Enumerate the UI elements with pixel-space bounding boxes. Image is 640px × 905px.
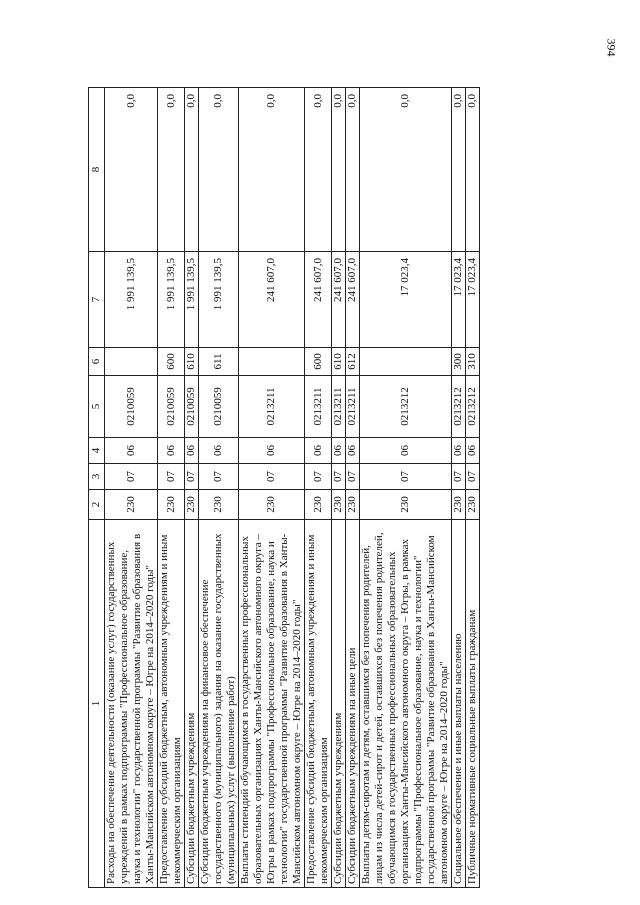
table-row [199,88,239,888]
budget-table [88,87,480,888]
expense-name-cell: Публичные нормативные социальные выплаты гражданам [466,520,480,888]
table-row [360,88,452,888]
section-code-cell: 07 [346,464,360,490]
amount-cell: 241 607,0 [346,252,360,348]
table-row [185,88,199,888]
target-item-cell: 0213212 [466,376,480,438]
admin-code-cell: 230 [105,490,158,520]
table-row [346,88,360,888]
target-item-cell: 0210059 [158,376,185,438]
expense-name-cell: Субсидии бюджетным учреждениям на финансовое обеспечение государственного (муниципального) задания на оказание государственных (муниципальных) услуг (выполнение работ) [199,520,239,888]
target-item-cell: 0213211 [346,376,360,438]
table-row [239,88,305,888]
header-cell: 5 [89,376,105,438]
expense-name-cell: Субсидии бюджетным учреждениям [185,520,199,888]
admin-code-cell: 230 [185,490,199,520]
header-cell: 7 [89,252,105,348]
section-code-cell: 07 [332,464,346,490]
amount-2-cell: 0,0 [185,88,199,252]
expense-name-cell: Расходы на обеспечение деятельности (оказание услуг) государственных учреждений в рамках подпрограммы "Профессиональное образование, наука и технологии" государственной программы "Развитие образования в Ханты-Мансийском автономном округе – Югре на 2014–2020 годы" [105,520,158,888]
expense-type-cell: 612 [346,348,360,376]
expense-type-cell [360,348,452,376]
admin-code-cell: 230 [346,490,360,520]
expense-name-cell: Субсидии бюджетным учреждениям на иные цели [346,520,360,888]
admin-code-cell: 230 [452,490,466,520]
target-item-cell: 0210059 [185,376,199,438]
header-cell: 6 [89,348,105,376]
amount-2-cell: 0,0 [452,88,466,252]
amount-2-cell: 0,0 [158,88,185,252]
amount-cell: 17 023,4 [360,252,452,348]
section-code-cell: 07 [452,464,466,490]
expense-name-cell: Выплаты детям-сиротам и детям, оставшимся без попечения родителей, лицам из числа детей-сирот и детей, оставшихся без попечения родителей, обучающимся в государственных профессиональных образовательных организациях Ханты-Мансийского автономного округа – Югры, в рамках подпрограммы "Профессиональное образование, наука и технологии" государственной программы "Развитие образования в Ханты-Мансийском автономном округе – Югре на 2014–2020 годы" [360,520,452,888]
amount-cell: 241 607,0 [332,252,346,348]
expense-type-cell [105,348,158,376]
amount-cell: 241 607,0 [305,252,332,348]
subsection-code-cell: 06 [466,438,480,464]
subsection-code-cell: 06 [158,438,185,464]
expense-type-cell: 610 [185,348,199,376]
subsection-code-cell: 06 [305,438,332,464]
expense-name-cell: Социальное обеспечение и иные выплаты населению [452,520,466,888]
amount-2-cell: 0,0 [346,88,360,252]
amount-2-cell: 0,0 [305,88,332,252]
target-item-cell: 0213212 [452,376,466,438]
admin-code-cell: 230 [466,490,480,520]
target-item-cell: 0213211 [332,376,346,438]
expense-type-cell: 611 [199,348,239,376]
amount-cell: 17 023,4 [466,252,480,348]
expense-type-cell: 610 [332,348,346,376]
header-cell: 2 [89,490,105,520]
table-row [158,88,185,888]
target-item-cell: 0210059 [199,376,239,438]
amount-cell: 1 991 139,5 [158,252,185,348]
target-item-cell: 0213211 [305,376,332,438]
section-code-cell: 07 [305,464,332,490]
subsection-code-cell: 06 [346,438,360,464]
subsection-code-cell: 06 [199,438,239,464]
subsection-code-cell: 06 [239,438,305,464]
amount-cell: 1 991 139,5 [199,252,239,348]
rotated-table-container [88,88,610,888]
expense-type-cell: 600 [305,348,332,376]
section-code-cell: 07 [466,464,480,490]
section-code-cell: 07 [360,464,452,490]
table-row [452,88,466,888]
admin-code-cell: 230 [239,490,305,520]
header-row [89,88,105,888]
table-row [466,88,480,888]
section-code-cell: 07 [239,464,305,490]
admin-code-cell: 230 [360,490,452,520]
expense-name-cell: Выплаты стипендий обучающимся в государственных профессиональных образовательных организациях Ханты-Мансийского автономного округа – Югры в рамках подпрограммы "Профессиональное образование, наука и технологии" государственной программы "Развитие образования в Ханты-Мансийском автономном округе – Югре на 2014–2020 годы" [239,520,305,888]
admin-code-cell: 230 [305,490,332,520]
amount-cell: 241 607,0 [239,252,305,348]
expense-type-cell: 310 [466,348,480,376]
amount-cell: 1 991 139,5 [105,252,158,348]
section-code-cell: 07 [199,464,239,490]
expense-type-cell [239,348,305,376]
section-code-cell: 07 [185,464,199,490]
table-row [332,88,346,888]
subsection-code-cell: 06 [185,438,199,464]
amount-2-cell: 0,0 [199,88,239,252]
header-cell: 1 [89,520,105,888]
amount-2-cell: 0,0 [332,88,346,252]
amount-2-cell: 0,0 [239,88,305,252]
section-code-cell: 07 [105,464,158,490]
table-row [305,88,332,888]
amount-2-cell: 0,0 [360,88,452,252]
subsection-code-cell: 06 [105,438,158,464]
table-frame [88,88,610,888]
header-cell: 8 [89,88,105,252]
expense-type-cell: 600 [158,348,185,376]
expense-type-cell: 300 [452,348,466,376]
amount-cell: 17 023,4 [452,252,466,348]
section-code-cell: 07 [158,464,185,490]
amount-cell: 1 991 139,5 [185,252,199,348]
admin-code-cell: 230 [158,490,185,520]
subsection-code-cell: 06 [332,438,346,464]
subsection-code-cell: 06 [360,438,452,464]
target-item-cell: 0213212 [360,376,452,438]
header-cell: 3 [89,464,105,490]
expense-name-cell: Предоставление субсидий бюджетным, автономным учреждениям и иным некоммерческим организациям [158,520,185,888]
amount-2-cell: 0,0 [105,88,158,252]
subsection-code-cell: 06 [452,438,466,464]
header-cell: 4 [89,438,105,464]
expense-name-cell: Субсидии бюджетным учреждениям [332,520,346,888]
amount-2-cell: 0,0 [466,88,480,252]
target-item-cell: 0210059 [105,376,158,438]
expense-name-cell: Предоставление субсидий бюджетным, автономным учреждениям и иным некоммерческим организациям [305,520,332,888]
table-row [105,88,158,888]
admin-code-cell: 230 [332,490,346,520]
admin-code-cell: 230 [199,490,239,520]
target-item-cell: 0213211 [239,376,305,438]
page-number: 394 [604,38,619,57]
